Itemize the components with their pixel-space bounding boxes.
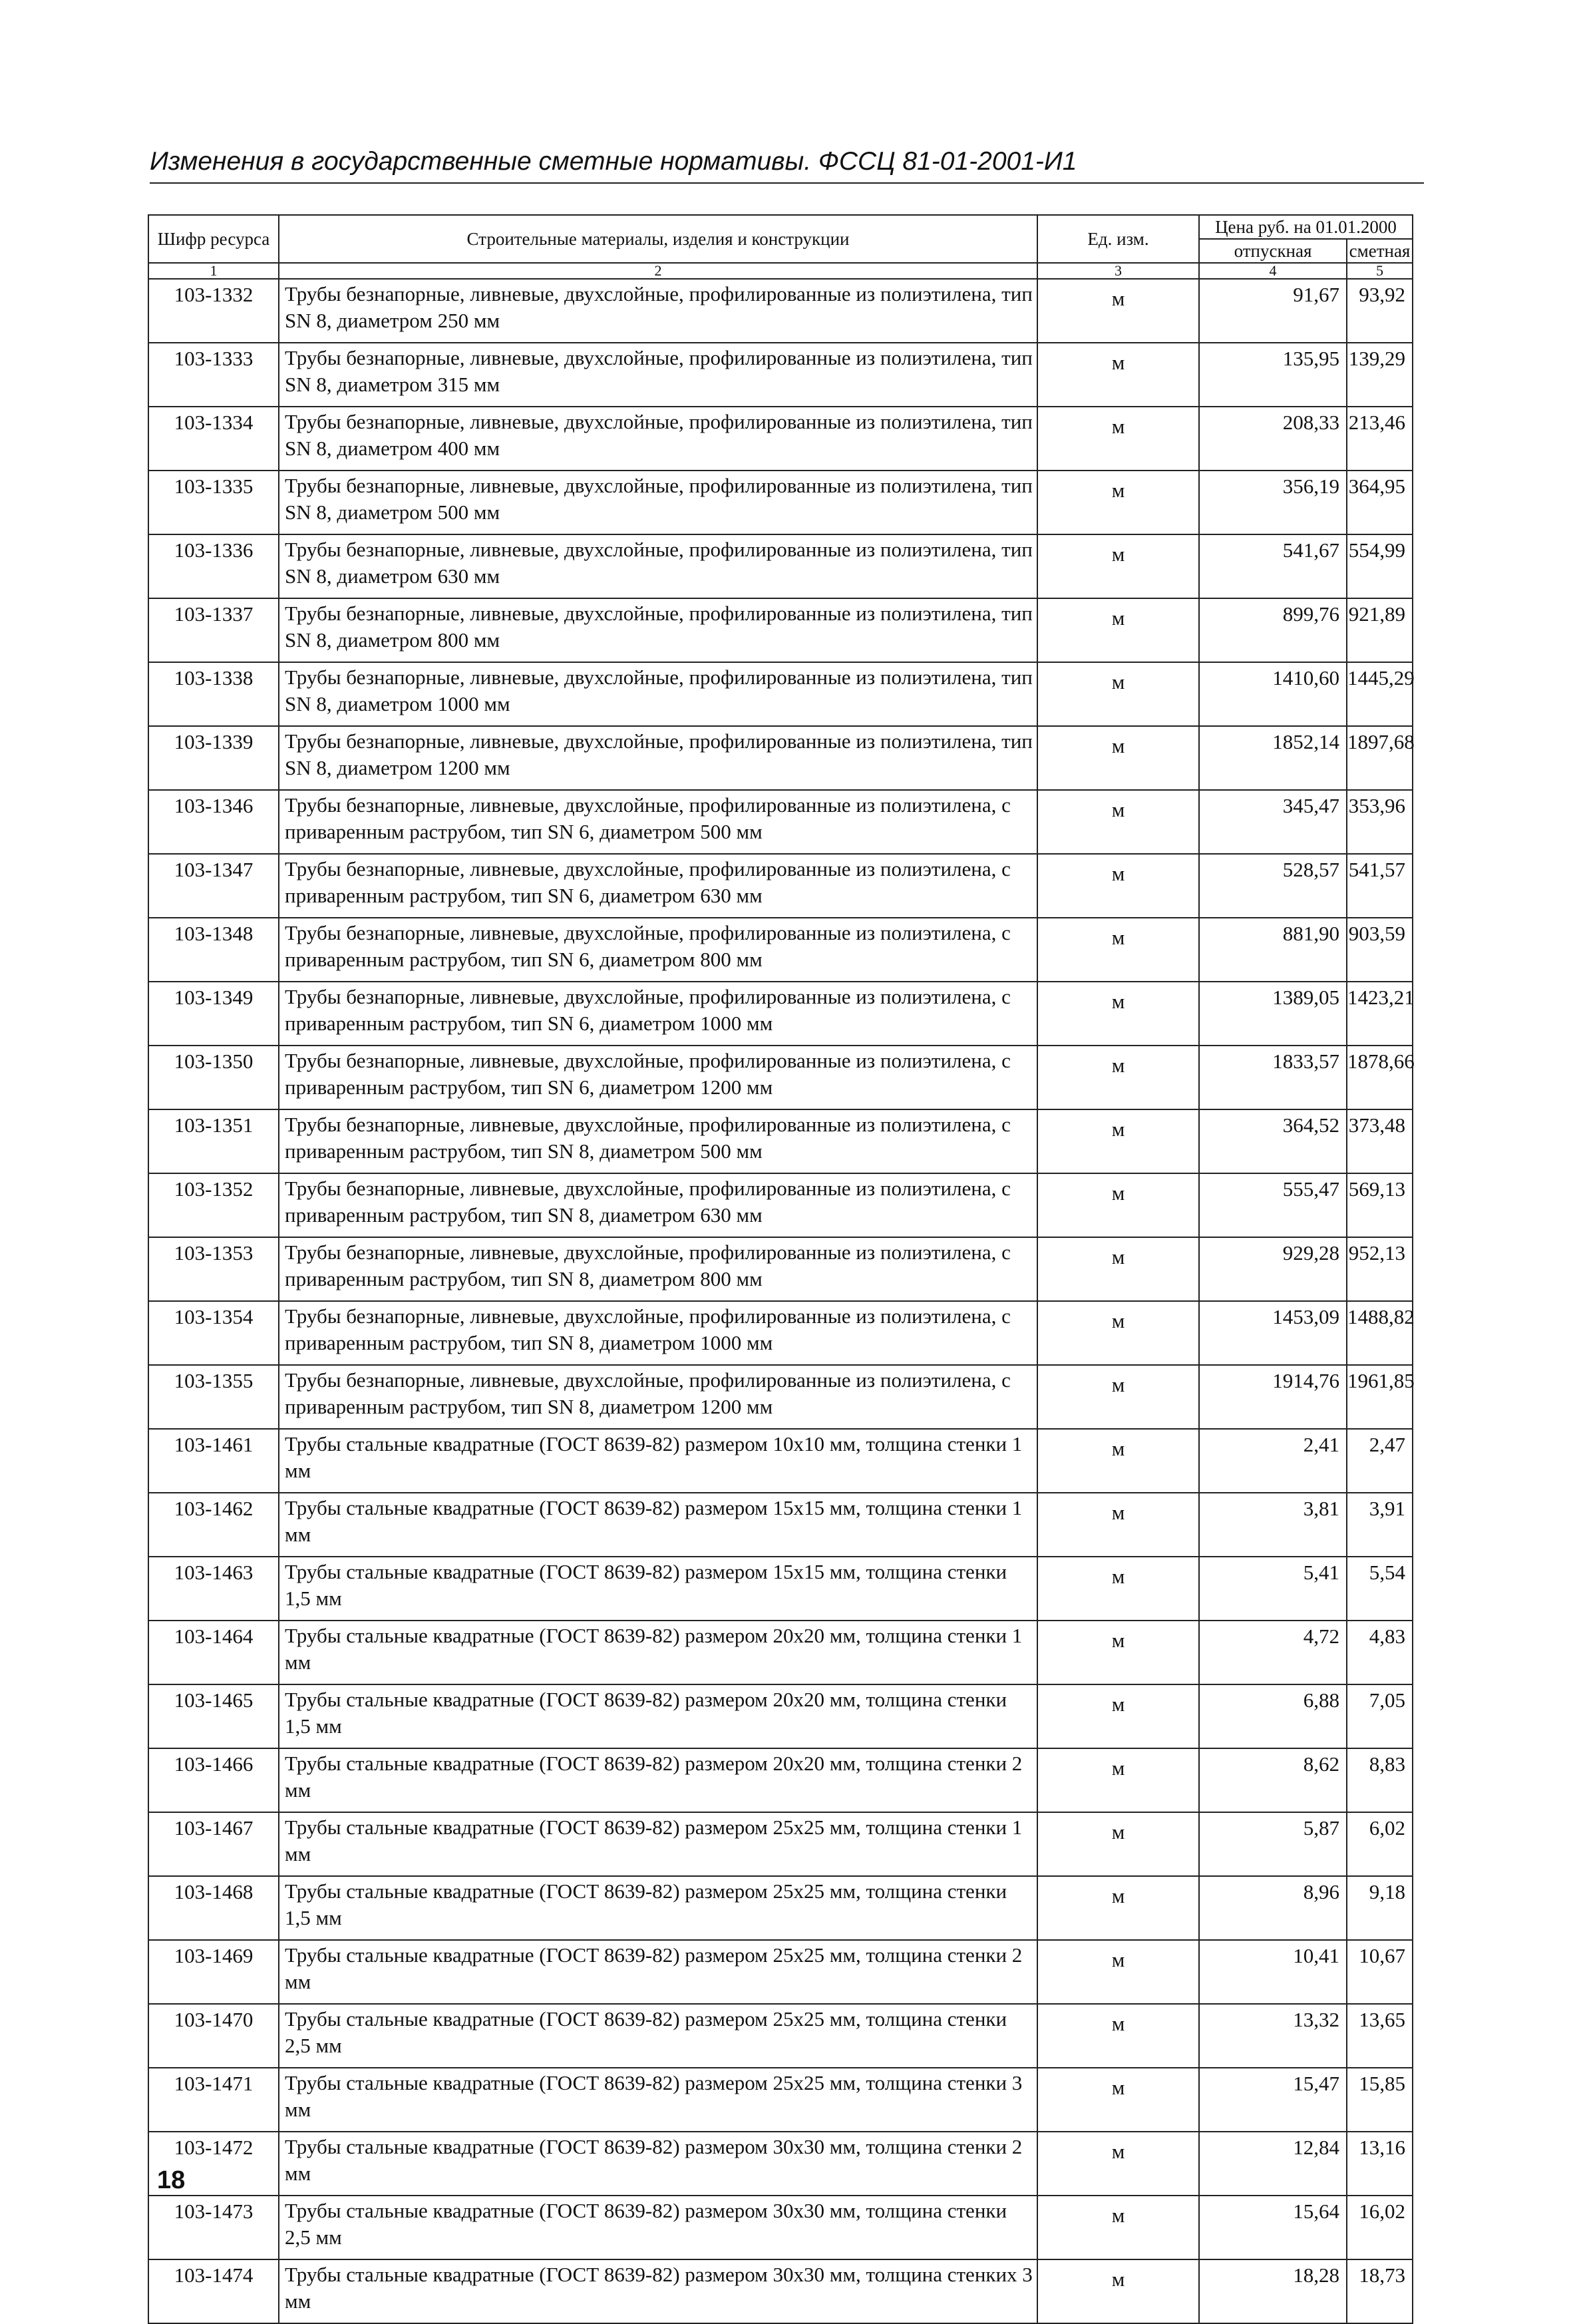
table-row bbox=[148, 1046, 1413, 1109]
estimate-price-cell: 7,05 bbox=[1347, 1684, 1413, 1748]
column-header-release-price: отпускная bbox=[1199, 239, 1347, 263]
release-price-cell: 1852,14 bbox=[1199, 726, 1347, 790]
resource-code-cell: 103-1468 bbox=[148, 1876, 279, 1940]
table-row bbox=[148, 918, 1413, 982]
document-title: Изменения в государственные сметные нормативы. ФССЦ 81-01-2001-И1 bbox=[150, 147, 1077, 176]
table-row bbox=[148, 343, 1413, 407]
material-name-cell: Трубы безнапорные, ливневые, двухслойные, профилированные из полиэтилена, тип SN 8, диаметром 500 мм bbox=[279, 471, 1037, 534]
table-row bbox=[148, 534, 1413, 598]
unit-cell: м bbox=[1037, 471, 1199, 534]
resource-code-cell: 103-1339 bbox=[148, 726, 279, 790]
estimate-price-cell: 5,54 bbox=[1347, 1557, 1413, 1621]
unit-cell: м bbox=[1037, 2196, 1199, 2259]
release-price-cell: 135,95 bbox=[1199, 343, 1347, 407]
table-row bbox=[148, 1365, 1413, 1429]
column-header-estimate-price: сметная bbox=[1347, 239, 1413, 263]
estimate-price-cell: 1878,66 bbox=[1347, 1046, 1413, 1109]
estimate-price-cell: 373,48 bbox=[1347, 1109, 1413, 1173]
material-name-cell: Трубы безнапорные, ливневые, двухслойные, профилированные из полиэтилена, с приваренным раструбом, тип SN 6, диаметром 500 мм bbox=[279, 790, 1037, 854]
unit-cell: м bbox=[1037, 1557, 1199, 1621]
table-row bbox=[148, 1621, 1413, 1684]
release-price-cell: 899,76 bbox=[1199, 598, 1347, 662]
table-row bbox=[148, 407, 1413, 471]
resource-code-cell: 103-1355 bbox=[148, 1365, 279, 1429]
resource-code-cell: 103-1469 bbox=[148, 1940, 279, 2004]
table-row bbox=[148, 790, 1413, 854]
release-price-cell: 15,47 bbox=[1199, 2068, 1347, 2132]
table-row bbox=[148, 1876, 1413, 1940]
material-name-cell: Трубы безнапорные, ливневые, двухслойные, профилированные из полиэтилена, с приваренным раструбом, тип SN 8, диаметром 1200 мм bbox=[279, 1365, 1037, 1429]
column-number: 1 bbox=[148, 263, 279, 279]
table-row bbox=[148, 662, 1413, 726]
page-header bbox=[150, 145, 1424, 184]
table-row bbox=[148, 1940, 1413, 2004]
estimate-price-cell: 6,02 bbox=[1347, 1812, 1413, 1876]
table-row bbox=[148, 982, 1413, 1046]
material-name-cell: Трубы стальные квадратные (ГОСТ 8639-82) размером 10х10 мм, толщина стенки 1 мм bbox=[279, 1429, 1037, 1493]
material-name-cell: Трубы безнапорные, ливневые, двухслойные, профилированные из полиэтилена, с приваренным раструбом, тип SN 8, диаметром 1000 мм bbox=[279, 1301, 1037, 1365]
release-price-cell: 15,64 bbox=[1199, 2196, 1347, 2259]
resource-code-cell: 103-1333 bbox=[148, 343, 279, 407]
resource-code-cell: 103-1335 bbox=[148, 471, 279, 534]
estimate-price-cell: 952,13 bbox=[1347, 1237, 1413, 1301]
release-price-cell: 1389,05 bbox=[1199, 982, 1347, 1046]
resource-code-cell: 103-1338 bbox=[148, 662, 279, 726]
resource-code-cell: 103-1471 bbox=[148, 2068, 279, 2132]
material-name-cell: Трубы безнапорные, ливневые, двухслойные, профилированные из полиэтилена, тип SN 8, диаметром 250 мм bbox=[279, 279, 1037, 343]
estimate-price-cell: 2,47 bbox=[1347, 1429, 1413, 1493]
release-price-cell: 12,84 bbox=[1199, 2132, 1347, 2196]
material-name-cell: Трубы стальные квадратные (ГОСТ 8639-82) размером 25х25 мм, толщина стенки 1,5 мм bbox=[279, 1876, 1037, 1940]
release-price-cell: 929,28 bbox=[1199, 1237, 1347, 1301]
resource-code-cell: 103-1353 bbox=[148, 1237, 279, 1301]
unit-cell: м bbox=[1037, 1301, 1199, 1365]
table-row bbox=[148, 1748, 1413, 1812]
column-number-row bbox=[148, 263, 1413, 279]
estimate-price-cell: 1961,85 bbox=[1347, 1365, 1413, 1429]
release-price-cell: 91,67 bbox=[1199, 279, 1347, 343]
unit-cell: м bbox=[1037, 662, 1199, 726]
release-price-cell: 18,28 bbox=[1199, 2259, 1347, 2323]
release-price-cell: 8,96 bbox=[1199, 1876, 1347, 1940]
table-body bbox=[148, 279, 1413, 2323]
release-price-cell: 5,41 bbox=[1199, 1557, 1347, 1621]
release-price-cell: 208,33 bbox=[1199, 407, 1347, 471]
unit-cell: м bbox=[1037, 2259, 1199, 2323]
unit-cell: м bbox=[1037, 982, 1199, 1046]
estimate-price-cell: 3,91 bbox=[1347, 1493, 1413, 1557]
release-price-cell: 528,57 bbox=[1199, 854, 1347, 918]
release-price-cell: 3,81 bbox=[1199, 1493, 1347, 1557]
material-name-cell: Трубы безнапорные, ливневые, двухслойные, профилированные из полиэтилена, тип SN 8, диаметром 315 мм bbox=[279, 343, 1037, 407]
estimate-price-cell: 93,92 bbox=[1347, 279, 1413, 343]
estimate-price-cell: 1423,21 bbox=[1347, 982, 1413, 1046]
resource-code-cell: 103-1472 bbox=[148, 2132, 279, 2196]
unit-cell: м bbox=[1037, 598, 1199, 662]
unit-cell: м bbox=[1037, 2068, 1199, 2132]
release-price-cell: 1410,60 bbox=[1199, 662, 1347, 726]
unit-cell: м bbox=[1037, 1876, 1199, 1940]
estimate-price-cell: 1897,68 bbox=[1347, 726, 1413, 790]
resource-code-cell: 103-1474 bbox=[148, 2259, 279, 2323]
estimate-price-cell: 13,65 bbox=[1347, 2004, 1413, 2068]
estimate-price-cell: 13,16 bbox=[1347, 2132, 1413, 2196]
estimate-price-cell: 213,46 bbox=[1347, 407, 1413, 471]
material-name-cell: Трубы безнапорные, ливневые, двухслойные, профилированные из полиэтилена, тип SN 8, диаметром 630 мм bbox=[279, 534, 1037, 598]
material-name-cell: Трубы безнапорные, ливневые, двухслойные, профилированные из полиэтилена, тип SN 8, диаметром 1000 мм bbox=[279, 662, 1037, 726]
resource-code-cell: 103-1473 bbox=[148, 2196, 279, 2259]
material-name-cell: Трубы стальные квадратные (ГОСТ 8639-82) размером 30х30 мм, толщина стенки 2 мм bbox=[279, 2132, 1037, 2196]
table-row bbox=[148, 1237, 1413, 1301]
unit-cell: м bbox=[1037, 1429, 1199, 1493]
unit-cell: м bbox=[1037, 1365, 1199, 1429]
estimate-price-cell: 4,83 bbox=[1347, 1621, 1413, 1684]
unit-cell: м bbox=[1037, 407, 1199, 471]
material-name-cell: Трубы стальные квадратные (ГОСТ 8639-82) размером 20х20 мм, толщина стенки 2 мм bbox=[279, 1748, 1037, 1812]
column-header-name: Строительные материалы, изделия и конструкции bbox=[279, 215, 1037, 263]
resource-code-cell: 103-1464 bbox=[148, 1621, 279, 1684]
release-price-cell: 10,41 bbox=[1199, 1940, 1347, 2004]
material-name-cell: Трубы стальные квадратные (ГОСТ 8639-82) размером 25х25 мм, толщина стенки 2 мм bbox=[279, 1940, 1037, 2004]
unit-cell: м bbox=[1037, 918, 1199, 982]
material-name-cell: Трубы стальные квадратные (ГОСТ 8639-82) размером 25х25 мм, толщина стенки 1 мм bbox=[279, 1812, 1037, 1876]
table-row bbox=[148, 1493, 1413, 1557]
resource-code-cell: 103-1465 bbox=[148, 1684, 279, 1748]
estimate-price-cell: 9,18 bbox=[1347, 1876, 1413, 1940]
column-number: 2 bbox=[279, 263, 1037, 279]
unit-cell: м bbox=[1037, 2004, 1199, 2068]
table-header bbox=[148, 215, 1413, 279]
resource-code-cell: 103-1463 bbox=[148, 1557, 279, 1621]
unit-cell: м bbox=[1037, 1812, 1199, 1876]
column-number: 3 bbox=[1037, 263, 1199, 279]
unit-cell: м bbox=[1037, 2132, 1199, 2196]
resource-code-cell: 103-1347 bbox=[148, 854, 279, 918]
resource-code-cell: 103-1336 bbox=[148, 534, 279, 598]
material-name-cell: Трубы стальные квадратные (ГОСТ 8639-82) размером 25х25 мм, толщина стенки 3 мм bbox=[279, 2068, 1037, 2132]
estimate-price-cell: 353,96 bbox=[1347, 790, 1413, 854]
release-price-cell: 6,88 bbox=[1199, 1684, 1347, 1748]
table-row bbox=[148, 2196, 1413, 2259]
material-name-cell: Трубы безнапорные, ливневые, двухслойные, профилированные из полиэтилена, с приваренным раструбом, тип SN 8, диаметром 500 мм bbox=[279, 1109, 1037, 1173]
material-name-cell: Трубы безнапорные, ливневые, двухслойные, профилированные из полиэтилена, тип SN 8, диаметром 800 мм bbox=[279, 598, 1037, 662]
release-price-cell: 345,47 bbox=[1199, 790, 1347, 854]
unit-cell: м bbox=[1037, 854, 1199, 918]
table-row bbox=[148, 1109, 1413, 1173]
unit-cell: м bbox=[1037, 790, 1199, 854]
table-row bbox=[148, 1429, 1413, 1493]
column-header-code: Шифр ресурса bbox=[148, 215, 279, 263]
material-name-cell: Трубы безнапорные, ливневые, двухслойные, профилированные из полиэтилена, с приваренным раструбом, тип SN 6, диаметром 800 мм bbox=[279, 918, 1037, 982]
release-price-cell: 5,87 bbox=[1199, 1812, 1347, 1876]
material-name-cell: Трубы стальные квадратные (ГОСТ 8639-82) размером 30х30 мм, толщина стенки 2,5 мм bbox=[279, 2196, 1037, 2259]
table-row bbox=[148, 2259, 1413, 2323]
unit-cell: м bbox=[1037, 1173, 1199, 1237]
release-price-cell: 555,47 bbox=[1199, 1173, 1347, 1237]
estimate-price-cell: 921,89 bbox=[1347, 598, 1413, 662]
release-price-cell: 4,72 bbox=[1199, 1621, 1347, 1684]
material-name-cell: Трубы стальные квадратные (ГОСТ 8639-82) размером 15х15 мм, толщина стенки 1 мм bbox=[279, 1493, 1037, 1557]
resource-code-cell: 103-1351 bbox=[148, 1109, 279, 1173]
material-name-cell: Трубы безнапорные, ливневые, двухслойные, профилированные из полиэтилена, с приваренным раструбом, тип SN 6, диаметром 1000 мм bbox=[279, 982, 1037, 1046]
resource-code-cell: 103-1461 bbox=[148, 1429, 279, 1493]
release-price-cell: 1914,76 bbox=[1199, 1365, 1347, 1429]
unit-cell: м bbox=[1037, 1621, 1199, 1684]
table-row bbox=[148, 471, 1413, 534]
estimate-price-cell: 569,13 bbox=[1347, 1173, 1413, 1237]
unit-cell: м bbox=[1037, 1940, 1199, 2004]
unit-cell: м bbox=[1037, 1684, 1199, 1748]
table-row bbox=[148, 2068, 1413, 2132]
unit-cell: м bbox=[1037, 534, 1199, 598]
material-name-cell: Трубы стальные квадратные (ГОСТ 8639-82) размером 20х20 мм, толщина стенки 1 мм bbox=[279, 1621, 1037, 1684]
unit-cell: м bbox=[1037, 279, 1199, 343]
resource-code-cell: 103-1352 bbox=[148, 1173, 279, 1237]
estimate-price-cell: 10,67 bbox=[1347, 1940, 1413, 2004]
resource-code-cell: 103-1350 bbox=[148, 1046, 279, 1109]
material-name-cell: Трубы безнапорные, ливневые, двухслойные, профилированные из полиэтилена, с приваренным раструбом, тип SN 8, диаметром 800 мм bbox=[279, 1237, 1037, 1301]
resource-code-cell: 103-1462 bbox=[148, 1493, 279, 1557]
unit-cell: м bbox=[1037, 1493, 1199, 1557]
estimate-price-cell: 554,99 bbox=[1347, 534, 1413, 598]
material-name-cell: Трубы стальные квадратные (ГОСТ 8639-82) размером 25х25 мм, толщина стенки 2,5 мм bbox=[279, 2004, 1037, 2068]
resource-code-cell: 103-1348 bbox=[148, 918, 279, 982]
resource-price-table bbox=[148, 214, 1413, 2324]
column-header-unit: Ед. изм. bbox=[1037, 215, 1199, 263]
release-price-cell: 13,32 bbox=[1199, 2004, 1347, 2068]
table-row bbox=[148, 1557, 1413, 1621]
table-row bbox=[148, 1173, 1413, 1237]
estimate-price-cell: 541,57 bbox=[1347, 854, 1413, 918]
resource-code-cell: 103-1466 bbox=[148, 1748, 279, 1812]
resource-code-cell: 103-1470 bbox=[148, 2004, 279, 2068]
unit-cell: м bbox=[1037, 726, 1199, 790]
column-header-price-group: Цена руб. на 01.01.2000 bbox=[1199, 215, 1413, 239]
resource-code-cell: 103-1354 bbox=[148, 1301, 279, 1365]
material-name-cell: Трубы безнапорные, ливневые, двухслойные, профилированные из полиэтилена, с приваренным раструбом, тип SN 8, диаметром 630 мм bbox=[279, 1173, 1037, 1237]
table-row bbox=[148, 1812, 1413, 1876]
table-row bbox=[148, 726, 1413, 790]
unit-cell: м bbox=[1037, 1237, 1199, 1301]
release-price-cell: 364,52 bbox=[1199, 1109, 1347, 1173]
estimate-price-cell: 18,73 bbox=[1347, 2259, 1413, 2323]
estimate-price-cell: 1488,82 bbox=[1347, 1301, 1413, 1365]
unit-cell: м bbox=[1037, 1046, 1199, 1109]
table-row bbox=[148, 1684, 1413, 1748]
page-number: 18 bbox=[157, 2166, 186, 2194]
table-row bbox=[148, 854, 1413, 918]
estimate-price-cell: 139,29 bbox=[1347, 343, 1413, 407]
resource-code-cell: 103-1346 bbox=[148, 790, 279, 854]
release-price-cell: 356,19 bbox=[1199, 471, 1347, 534]
material-name-cell: Трубы безнапорные, ливневые, двухслойные, профилированные из полиэтилена, тип SN 8, диаметром 1200 мм bbox=[279, 726, 1037, 790]
table-row bbox=[148, 598, 1413, 662]
column-number: 4 bbox=[1199, 263, 1347, 279]
release-price-cell: 8,62 bbox=[1199, 1748, 1347, 1812]
material-name-cell: Трубы стальные квадратные (ГОСТ 8639-82) размером 30х30 мм, толщина стенких 3 мм bbox=[279, 2259, 1037, 2323]
material-name-cell: Трубы безнапорные, ливневые, двухслойные, профилированные из полиэтилена, тип SN 8, диаметром 400 мм bbox=[279, 407, 1037, 471]
material-name-cell: Трубы стальные квадратные (ГОСТ 8639-82) размером 20х20 мм, толщина стенки 1,5 мм bbox=[279, 1684, 1037, 1748]
resource-code-cell: 103-1337 bbox=[148, 598, 279, 662]
release-price-cell: 2,41 bbox=[1199, 1429, 1347, 1493]
unit-cell: м bbox=[1037, 1109, 1199, 1173]
release-price-cell: 1833,57 bbox=[1199, 1046, 1347, 1109]
table-row bbox=[148, 279, 1413, 343]
resource-code-cell: 103-1334 bbox=[148, 407, 279, 471]
material-name-cell: Трубы безнапорные, ливневые, двухслойные, профилированные из полиэтилена, с приваренным раструбом, тип SN 6, диаметром 630 мм bbox=[279, 854, 1037, 918]
resource-code-cell: 103-1349 bbox=[148, 982, 279, 1046]
unit-cell: м bbox=[1037, 343, 1199, 407]
material-name-cell: Трубы безнапорные, ливневые, двухслойные, профилированные из полиэтилена, с приваренным раструбом, тип SN 6, диаметром 1200 мм bbox=[279, 1046, 1037, 1109]
material-name-cell: Трубы стальные квадратные (ГОСТ 8639-82) размером 15х15 мм, толщина стенки 1,5 мм bbox=[279, 1557, 1037, 1621]
release-price-cell: 541,67 bbox=[1199, 534, 1347, 598]
estimate-price-cell: 364,95 bbox=[1347, 471, 1413, 534]
estimate-price-cell: 8,83 bbox=[1347, 1748, 1413, 1812]
column-number: 5 bbox=[1347, 263, 1413, 279]
unit-cell: м bbox=[1037, 1748, 1199, 1812]
estimate-price-cell: 16,02 bbox=[1347, 2196, 1413, 2259]
resource-code-cell: 103-1467 bbox=[148, 1812, 279, 1876]
estimate-price-cell: 1445,29 bbox=[1347, 662, 1413, 726]
estimate-price-cell: 15,85 bbox=[1347, 2068, 1413, 2132]
table-row bbox=[148, 2132, 1413, 2196]
table-row bbox=[148, 1301, 1413, 1365]
table-row bbox=[148, 2004, 1413, 2068]
release-price-cell: 881,90 bbox=[1199, 918, 1347, 982]
estimate-price-cell: 903,59 bbox=[1347, 918, 1413, 982]
release-price-cell: 1453,09 bbox=[1199, 1301, 1347, 1365]
resource-code-cell: 103-1332 bbox=[148, 279, 279, 343]
